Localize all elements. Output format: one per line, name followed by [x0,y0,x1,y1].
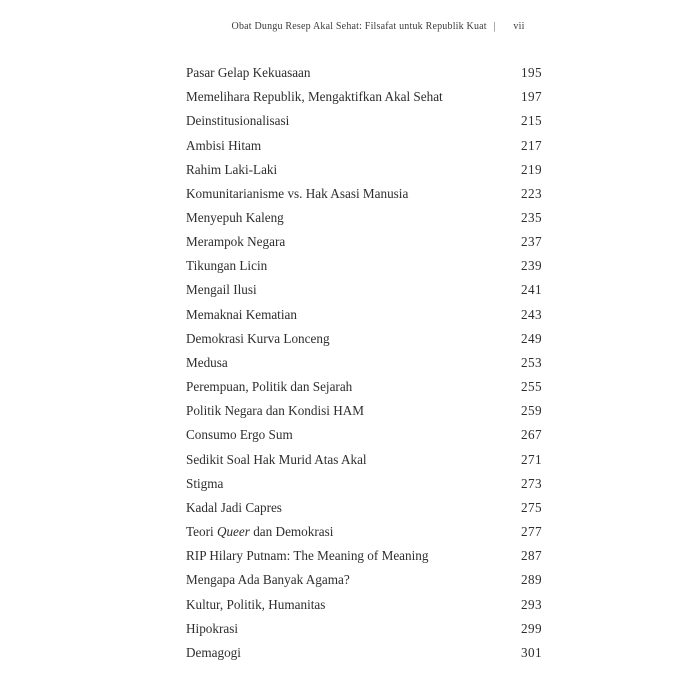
toc-entry-title [186,500,282,516]
toc-title-run: Tikungan Licin [186,258,268,274]
toc-row [186,472,542,496]
toc-row [186,496,542,520]
toc-entry-page: 253 [521,354,542,370]
toc-row [186,544,542,568]
toc-entry-page: 301 [521,644,542,660]
toc-row [186,303,542,327]
toc-title-run: Perempuan, Politik dan Sejarah [186,379,353,395]
toc-row [186,158,542,182]
toc-entry-page: 223 [521,185,542,201]
toc-list [186,61,542,665]
toc-title-run: Medusa [186,354,228,370]
toc-entry-title [186,355,228,371]
toc-entry-title [186,645,241,661]
toc-entry-page: 219 [521,161,542,177]
toc-entry-page: 241 [521,282,542,298]
toc-title-run: Mengapa Ada Banyak Agama? [186,572,350,588]
toc-title-run: Merampok Negara [186,234,286,250]
toc-title-run: Demokrasi Kurva Lonceng [186,330,330,346]
toc-title-run: Hipokrasi [186,620,239,636]
toc-entry-page: 249 [521,330,542,346]
toc-entry-title [186,331,330,347]
toc-title-run-italic: Queer [216,524,250,540]
toc-entry-page: 235 [521,210,542,226]
toc-row [186,61,542,85]
toc-entry-page: 217 [521,137,542,153]
toc-entry-page: 243 [521,306,542,322]
toc-title-run: Pasar Gelap Kekuasaan [186,65,311,81]
toc-title-run: Kadal Jadi Capres [186,499,282,515]
toc-title-run: Teori [186,524,217,540]
toc-entry-title [186,548,428,564]
toc-entry-page: 293 [521,596,542,612]
toc-entry-page: 271 [521,451,542,467]
toc-row [186,109,542,133]
toc-row [186,641,542,665]
toc-entry-title [186,282,257,298]
toc-row [186,448,542,472]
toc-title-run: dan Demokrasi [249,524,334,540]
toc-row [186,617,542,641]
toc-entry-page: 299 [521,620,542,636]
toc-entry-title [186,162,277,178]
toc-entry-page: 267 [521,427,542,443]
toc-entry-title [186,597,325,613]
toc-row [186,133,542,157]
toc-entry-page: 277 [521,524,542,540]
toc-title-run: Menyepuh Kaleng [186,210,284,226]
toc-entry-page: 215 [521,113,542,129]
toc-entry-page: 197 [521,89,542,105]
toc-entry-title [186,403,364,419]
toc-row [186,327,542,351]
toc-row [186,520,542,544]
toc-row [186,278,542,302]
toc-entry-page: 259 [521,403,542,419]
toc-row [186,568,542,592]
toc-entry-title [186,572,350,588]
toc-entry-page: 255 [521,379,542,395]
toc-entry-title [186,476,223,492]
toc-title-run: RIP Hilary Putnam: The Meaning of Meaning [186,548,429,564]
toc-title-run: Consumo Ergo Sum [186,427,293,443]
toc-row [186,85,542,109]
toc-row [186,182,542,206]
toc-entry-title [186,621,238,637]
toc-title-run: Kultur, Politik, Humanitas [186,596,326,612]
toc-title-run: Ambisi Hitam [186,137,262,153]
toc-entry-title [186,307,297,323]
toc-title-run: Stigma [186,475,224,491]
toc-title-run: Komunitarianisme vs. Hak Asasi Manusia [186,185,409,201]
running-header [186,21,542,32]
toc-entry-title [186,427,293,443]
toc-entry-page: 273 [521,475,542,491]
toc-row [186,592,542,616]
page-folio: vii [513,21,525,32]
toc-entry-title [186,452,367,468]
toc-entry-page: 287 [521,548,542,564]
toc-row [186,423,542,447]
toc-entry-title [186,258,267,274]
toc-title-run: Demagogi [186,644,241,660]
toc-row [186,230,542,254]
toc-entry-title [186,524,333,540]
toc-entry-title [186,113,289,129]
toc-row [186,254,542,278]
toc-entry-title [186,210,284,226]
toc-title-run: Deinstitusionalisasi [186,113,290,129]
toc-entry-title [186,138,261,154]
toc-entry-page: 237 [521,234,542,250]
toc-row [186,206,542,230]
toc-entry-page: 239 [521,258,542,274]
toc-entry-page: 289 [521,572,542,588]
toc-title-run: Memelihara Republik, Mengaktifkan Akal Sehat [186,89,443,105]
toc-title-run: Rahim Laki-Laki [186,161,278,177]
toc-entry-page: 195 [521,65,542,81]
toc-entry-title [186,379,352,395]
toc-entry-page: 275 [521,499,542,515]
toc-row [186,375,542,399]
toc-entry-title [186,186,408,202]
toc-row [186,351,542,375]
toc-title-run: Politik Negara dan Kondisi HAM [186,403,365,419]
toc-row [186,399,542,423]
toc-entry-title [186,65,311,81]
header-separator: | [493,21,496,32]
toc-title-run: Memaknai Kematian [186,306,297,322]
toc-title-run: Sedikit Soal Hak Murid Atas Akal [186,451,367,467]
toc-title-run: Mengail Ilusi [186,282,257,298]
toc-entry-title [186,234,285,250]
toc-entry-title [186,89,443,105]
running-header-title: Obat Dungu Resep Akal Sehat: Filsafat untuk Republik Kuat [231,21,487,32]
